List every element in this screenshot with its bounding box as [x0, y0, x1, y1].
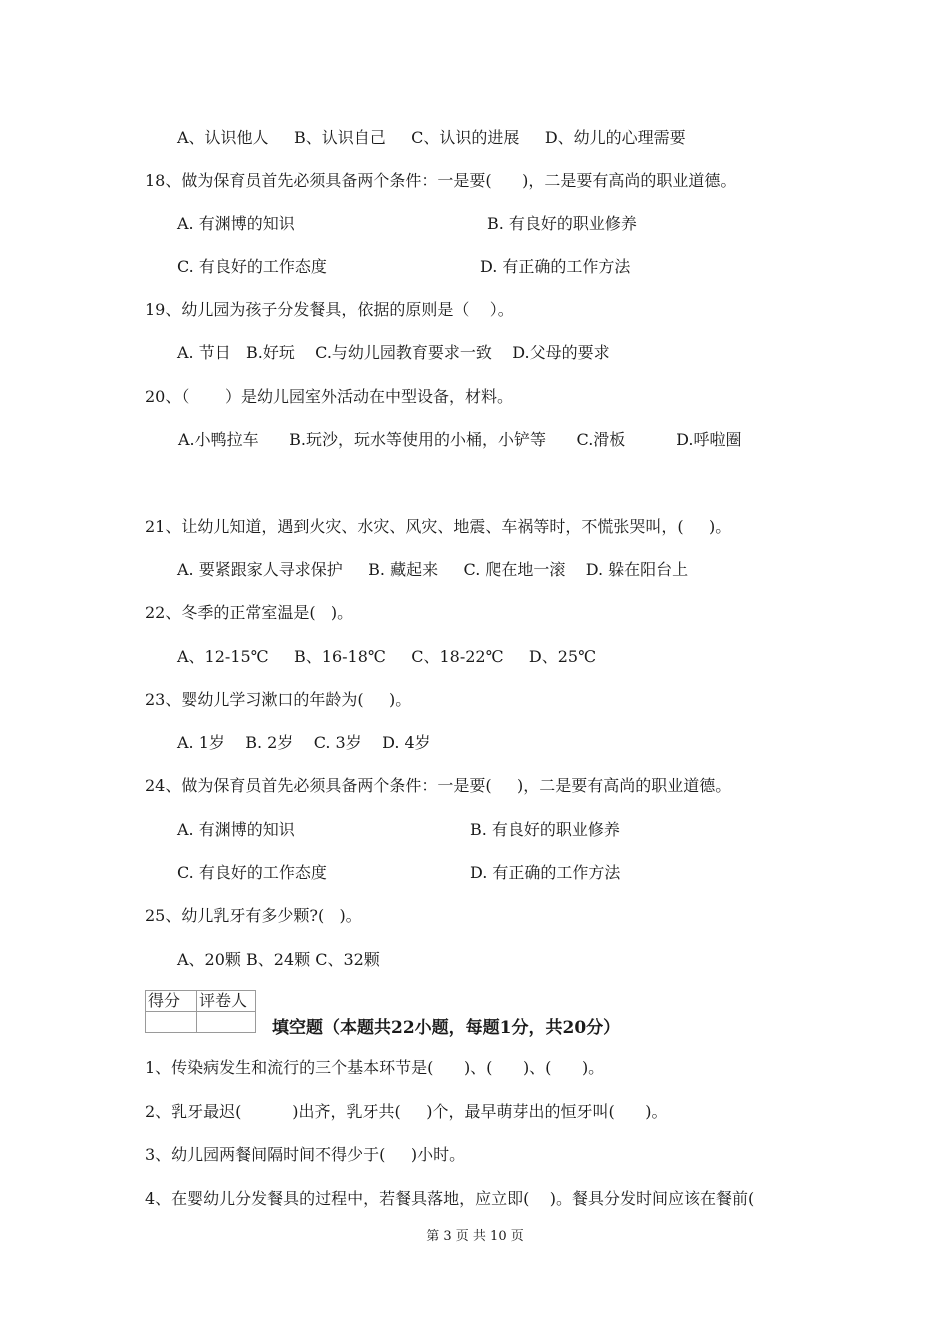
q21-question: 21、让幼儿知道，遇到火灾、水灾、风灾、地震、车祸等时，不慌张哭叫，( )。	[145, 517, 732, 536]
q19-question: 19、幼儿园为孩子分发餐具，依据的原则是（ ）。	[145, 300, 514, 319]
q18-option-c: C. 有良好的工作态度	[177, 257, 327, 276]
section-title: 填空题（本题共22小题，每题1分，共20分）	[272, 1018, 621, 1038]
page-footer: 第 3 页 共 10 页	[426, 1229, 524, 1244]
score-cell[interactable]	[146, 1012, 197, 1033]
q24-option-d: D. 有正确的工作方法	[470, 863, 621, 882]
q25-options: A、20颗 B、24颗 C、32颗	[177, 950, 380, 969]
q21-options: A. 要紧跟家人寻求保护 B. 藏起来 C. 爬在地一滚 D. 躲在阳台上	[177, 560, 689, 579]
q20-question: 20、（ ）是幼儿园室外活动在中型设备，材料。	[145, 387, 513, 406]
q19-options: A. 节日 B.好玩 C.与幼儿园教育要求一致 D.父母的要求	[177, 343, 610, 362]
score-table	[145, 990, 256, 1033]
fill-q3: 3、幼儿园两餐间隔时间不得少于( )小时。	[145, 1145, 466, 1164]
score-header: 得分	[146, 991, 197, 1012]
q25-question: 25、幼儿乳牙有多少颗?( )。	[145, 906, 362, 925]
q22-options: A、12-15℃ B、16-18℃ C、18-22℃ D、25℃	[177, 647, 597, 666]
q18-question: 18、做为保育员首先必须具备两个条件：一是要( )，二是要有高尚的职业道德。	[145, 171, 737, 190]
q20-options: A.小鸭拉车 B.玩沙，玩水等使用的小桶，小铲等 C.滑板 D.呼啦圈	[178, 430, 742, 449]
q18-option-b: B. 有良好的职业修养	[487, 214, 637, 233]
q22-question: 22、冬季的正常室温是( )。	[145, 603, 354, 622]
q23-options: A. 1岁 B. 2岁 C. 3岁 D. 4岁	[177, 733, 431, 752]
fill-q4: 4、在婴幼儿分发餐具的过程中，若餐具落地，应立即( )。餐具分发时间应该在餐前(	[145, 1189, 755, 1208]
q18-option-d: D. 有正确的工作方法	[480, 257, 631, 276]
q24-question: 24、做为保育员首先必须具备两个条件：一是要( )，二是要有高尚的职业道德。	[145, 776, 732, 795]
q23-question: 23、婴幼儿学习漱口的年龄为( )。	[145, 690, 412, 709]
fill-q2: 2、乳牙最迟( )出齐，乳牙共( )个，最早萌芽出的恒牙叫( )。	[145, 1102, 668, 1121]
q24-option-b: B. 有良好的职业修养	[470, 820, 620, 839]
q24-option-a: A. 有渊博的知识	[177, 820, 295, 839]
q24-option-c: C. 有良好的工作态度	[177, 863, 327, 882]
fill-q1: 1、传染病发生和流行的三个基本环节是( )、( )、( )。	[145, 1058, 605, 1077]
grader-cell[interactable]	[197, 1012, 256, 1033]
q18-option-a: A. 有渊博的知识	[177, 214, 295, 233]
q17-options: A、认识他人 B、认识自己 C、认识的进展 D、幼儿的心理需要	[177, 128, 686, 147]
grader-header: 评卷人	[197, 991, 256, 1012]
